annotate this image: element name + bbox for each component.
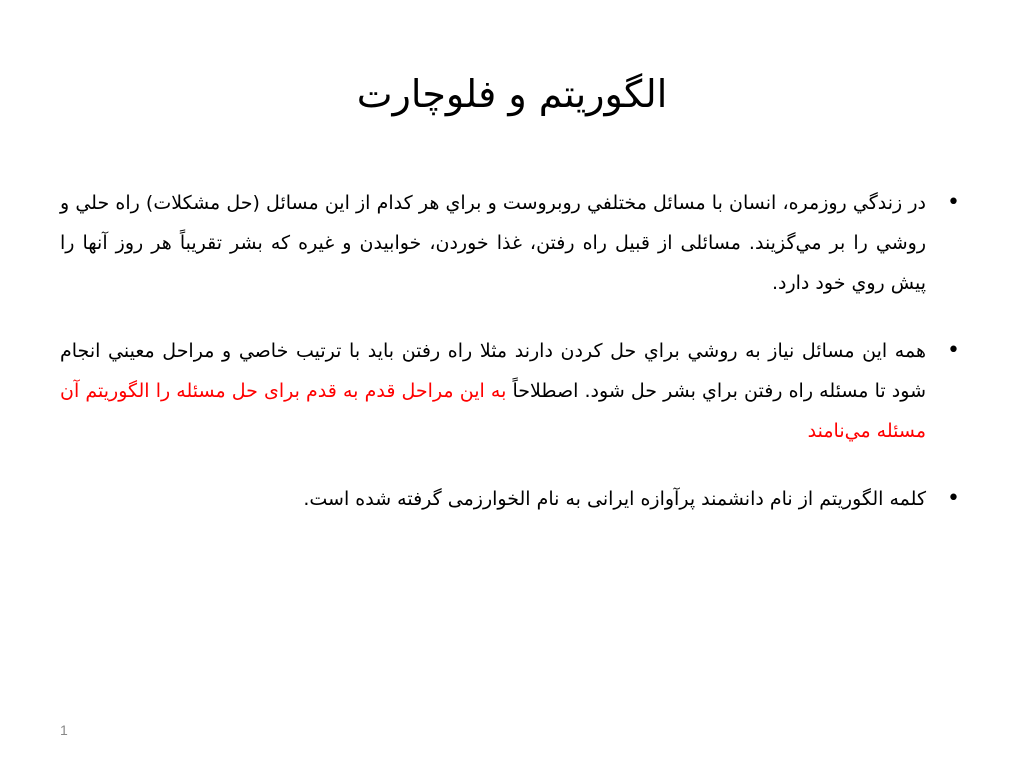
page-number: 1 [60,722,68,738]
bullet-text: كلمه الگوريتم از نام دانشمند پرآوازه ایرانی به نام الخوارزمی گرفته شده است. [303,488,926,510]
bullet-dot-icon: • [947,486,960,511]
bullet-item-word-origin [60,479,964,519]
bullet-text-plain: همه اين مسائل نياز به روشي براي حل كردن دارند مثلا راه رفتن بايد با ترتيب خاصي و مراحل معيني انجام شود تا مسئله راه رفتن براي بشر حل شود. اصطلاحاً [60,340,926,402]
bullet-dot-icon: • [947,338,960,363]
bullet-list [60,183,964,519]
bullet-text-highlight: به اين مراحل قدم به قدم برای حل مسئله را الگوريتم آن مسئله مي‌نامند [60,380,926,442]
slide-title: الگوریتم و فلوچارت [356,72,668,116]
bullet-item-algorithm-definition [60,331,964,451]
bullet-text: در زندگي روزمره، انسان با مسائل مختلفي روبروست و براي هر كدام از اين مسائل (حل مشكلات) راه حلي و روشي را بر مي‌گزيند. مسائلی از قبيل راه رفتن، غذا خوردن، خوابيدن و غيره كه بشر تقريباً هر روز آنها را پيش روي خود دارد. [60,192,926,294]
bullet-dot-icon: • [947,190,960,215]
bullet-item-everyday-problems [60,183,964,303]
bullet-text [60,331,926,451]
